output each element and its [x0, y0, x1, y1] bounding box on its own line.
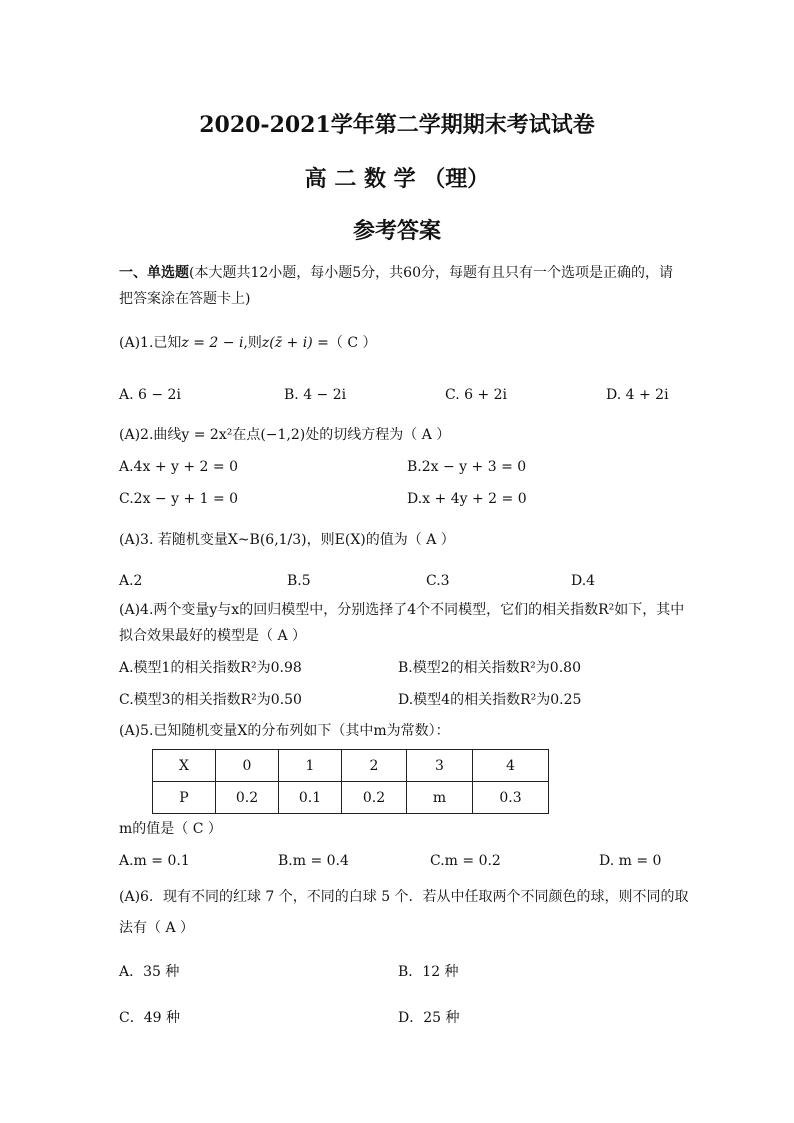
table-cell: 1 — [279, 750, 342, 782]
question-5-option-d: D. m = 0 — [599, 853, 662, 869]
question-6-stem-line-2: 法有（ A ） — [119, 920, 195, 936]
question-6-option-d: D．25 种 — [398, 1010, 460, 1026]
table-cell: 0.1 — [279, 782, 342, 814]
question-2-stem: (A)2.曲线y = 2x²在点(−1,2)处的切线方程为（ A ） — [119, 427, 451, 443]
table-cell: X — [153, 750, 216, 782]
table-cell: m — [407, 782, 473, 814]
question-2-option-b: B.2x − y + 3 = 0 — [407, 459, 527, 475]
question-1-option-b: B. 4 − 2i — [284, 387, 347, 403]
table-cell: 4 — [473, 750, 549, 782]
question-1-prefix: (A)1.已知 — [119, 335, 182, 351]
table-cell: P — [153, 782, 216, 814]
subject-title: 高 二 数 学 （理） — [304, 166, 490, 192]
question-4-stem-line-2: 拟合效果最好的模型是（ A ） — [119, 628, 307, 644]
question-6-stem-line-1: (A)6．现有不同的红球 7 个，不同的白球 5 个．若从中任取两个不同颜色的球，则不同的取 — [119, 889, 689, 905]
question-6-option-b: B．12 种 — [398, 964, 459, 980]
question-4-option-d: D.模型4的相关指数R²为0.25 — [398, 692, 582, 708]
question-3-stem: (A)3. 若随机变量X~B(6,1/3)，则E(X)的值为（ A ） — [119, 532, 455, 548]
table-row — [153, 750, 549, 782]
distribution-table — [152, 749, 549, 814]
table-cell: 3 — [407, 750, 473, 782]
question-5-option-c: C.m = 0.2 — [430, 853, 501, 869]
question-6-option-c: C．49 种 — [119, 1010, 180, 1026]
table-cell: 0 — [216, 750, 279, 782]
question-1-option-a: A. 6 − 2i — [119, 387, 181, 403]
question-1-answer: =（ C ） — [312, 335, 377, 351]
question-5-stem: (A)5.已知随机变量X的分布列如下（其中m为常数）： — [119, 723, 450, 739]
table-row — [153, 782, 549, 814]
question-4-option-b: B.模型2的相关指数R²为0.80 — [398, 660, 581, 676]
question-3-option-a: A.2 — [119, 573, 143, 589]
question-5-after-table: m的值是（ C ） — [119, 821, 222, 837]
question-5-option-b: B.m = 0.4 — [278, 853, 349, 869]
table-cell: 0.2 — [216, 782, 279, 814]
document-title: 2020-2021学年第二学期期末考试试卷 — [199, 112, 595, 138]
question-6-option-a: A．35 种 — [119, 964, 180, 980]
section-description: (本大题共12小题，每小题5分，共60分，每题有且只有一个选项是正确的，请把答案涂在答题卡上) — [119, 265, 673, 307]
question-1-option-d: D. 4 + 2i — [606, 387, 669, 403]
answer-key-title: 参考答案 — [352, 218, 441, 244]
question-1-stem — [119, 333, 376, 353]
question-3-option-b: B.5 — [287, 573, 311, 589]
question-1-option-c: C. 6 + 2i — [445, 387, 508, 403]
question-4-option-a: A.模型1的相关指数R²为0.98 — [119, 660, 302, 676]
table-cell: 2 — [342, 750, 407, 782]
question-1-expression-2: z(z̄ + i) — [261, 335, 313, 351]
section-heading — [119, 260, 679, 312]
question-4-stem-line-1: (A)4.两个变量y与x的回归模型中，分别选择了4个不同模型，它们的相关指数R²如下，其中 — [119, 602, 685, 618]
question-2-option-c: C.2x − y + 1 = 0 — [119, 491, 239, 507]
question-1-expression: z = 2 − i — [181, 335, 244, 351]
section-name: 一、单选题 — [119, 265, 189, 281]
question-5-option-a: A.m = 0.1 — [119, 853, 190, 869]
question-2-option-a: A.4x + y + 2 = 0 — [119, 459, 238, 475]
question-3-option-d: D.4 — [571, 573, 596, 589]
question-3-option-c: C.3 — [426, 573, 450, 589]
table-cell: 0.3 — [473, 782, 549, 814]
question-2-option-d: D.x + 4y + 2 = 0 — [407, 491, 527, 507]
question-4-option-c: C.模型3的相关指数R²为0.50 — [119, 692, 302, 708]
table-cell: 0.2 — [342, 782, 407, 814]
question-1-mid: ,则 — [243, 335, 262, 351]
